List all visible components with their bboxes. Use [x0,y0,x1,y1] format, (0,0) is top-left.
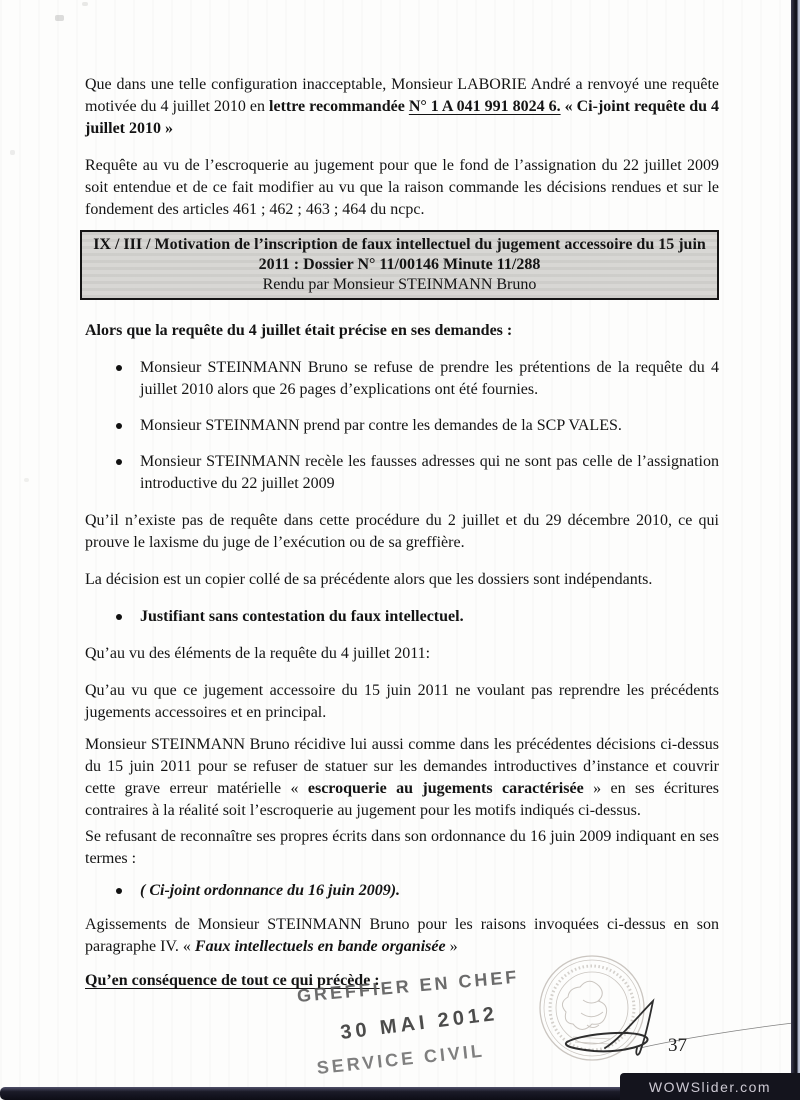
scan-artifact-speck [24,478,29,482]
list-item-text: ( Ci-joint ordonnance du 16 juin 2009). [140,882,401,899]
bold-text: lettre recommandée [269,98,409,115]
page-number: 37 [668,1035,687,1056]
list-item-text: Monsieur STEINMANN recèle les fausses adresses qui ne sont pas celle de l’assignation introductive du 22 juillet 2009 [140,453,719,492]
service-civil-stamp-line: SERVICE CIVIL [315,1040,486,1079]
list-item [85,415,719,437]
list-item [85,451,719,495]
document-body [85,74,719,992]
paragraph-text: Qu’au vu des éléments de la requête du 4 juillet 2011: [85,645,431,662]
section-subtitle: Rendu par Monsieur STEINMANN Bruno [262,276,537,293]
list-item [85,880,719,902]
scan-artifact-speck [10,150,15,155]
paragraph-requete [85,155,719,221]
heading-alors-que [85,320,719,342]
list-item-text: Justifiant sans contestation du faux intellectuel. [140,608,464,625]
date-stamp: 30 MAI 2012 [339,1002,500,1045]
paragraph-text: Monsieur STEINMANN Bruno récidive lui aussi comme dans les précédentes décisions ci-dessus du 15 juin 2011 pour se refuser de statuer sur les demandes introductives d’instance et couvrir cette grave erreur matérielle « [85,736,719,797]
paragraph-decision [85,569,719,591]
greffier-stamp-line1: GREFFIER EN CHEF [296,966,521,1007]
paragraph-text: Qu’au vu que ce jugement accessoire du 15 juin 2011 ne voulant pas reprendre les précédents jugements accessoires et en principal. [85,682,719,721]
paragraph-se-refusant [85,826,719,870]
heading-text: Alors que la requête du 4 juillet était précise en ses demandes : [85,322,513,339]
paragraph-text: Requête au vu de l’escroquerie au jugement pour que le fond de l’assignation du 22 juillet 2009 soit entendue et de ce fait modifier au vu que la raison commande les décisions rendues et sur le fondement des articles 461 ; 462 ; 463 ; 464 du ncpc. [85,157,719,218]
list-item-text: Monsieur STEINMANN prend par contre les demandes de la SCP VALES. [140,417,622,434]
paragraph-text: La décision est un copier collé de sa précédente alors que les dossiers sont indépendants. [85,571,653,588]
frame-edge-right [791,0,800,1100]
seal-and-signature [525,945,795,1080]
tribunal-seal-icon [525,945,795,1080]
watermark-text[interactable]: WOWSlider.com [648,1078,772,1095]
paragraph-procedure [85,510,719,554]
section-title: IX / III / Motivation de l’inscription de faux intellectuel du jugement accessoire du 15 juin 2011 : Dossier N° 11/00146 Minute 11/288 [93,236,706,273]
heading-text: Qu’en conséquence de tout ce qui précède : [85,972,380,989]
paragraph-text: » [445,938,458,955]
bold-text: escroquerie au jugements caractérisée [307,780,584,797]
list-item [85,606,719,628]
registered-letter-number: N° 1 A 041 991 8024 6. [408,98,561,115]
paragraph-text: Qu’il n’existe pas de requête dans cette procédure du 2 juillet et du 29 décembre 2010, ce qui prouve le laxisme du juge de l’exécution ou de sa greffière. [85,512,719,551]
paragraph-text: Se refusant de reconnaître ses propres écrits dans son ordonnance du 16 juin 2009 indiquant en ses termes : [85,828,719,867]
scan-artifact-speck [55,15,64,21]
section-header-box [80,230,719,300]
scan-artifact-speck [82,2,88,6]
bullet-list-bold [85,606,719,628]
watermark-tab[interactable] [620,1073,800,1100]
paragraph-text: Agissements de Monsieur STEINMANN Bruno pour les raisons invoquées ci-dessus en son paragraphe IV. « [85,916,719,955]
bold-italic-text: Faux intellectuels en bande organisée [194,938,446,955]
paragraph-text: » en ses écritures contraires à la réalité soit l’escroquerie au jugement pour les motifs indiqués ci-dessus. [85,780,720,819]
bold-text: « Ci-joint requête du 4 juillet 2010 » [85,98,720,137]
bullet-list-italic [85,880,719,902]
paragraph-jugement-accessoire [85,680,719,724]
paragraph-text: Que dans une telle configuration inacceptable, Monsieur LABORIE André a renvoyé une requête motivée du 4 juillet 2010 en [85,76,719,115]
paragraph-elements [85,643,719,665]
list-item-text: Monsieur STEINMANN Bruno se refuse de prendre les prétentions de la requête du 4 juillet 2010 alors que 26 pages d’explications ont été fournies. [140,359,719,398]
paragraph-recidive [85,734,719,822]
paragraph-lettre-recommandee [85,74,719,140]
bullet-list [85,357,719,495]
list-item [85,357,719,401]
